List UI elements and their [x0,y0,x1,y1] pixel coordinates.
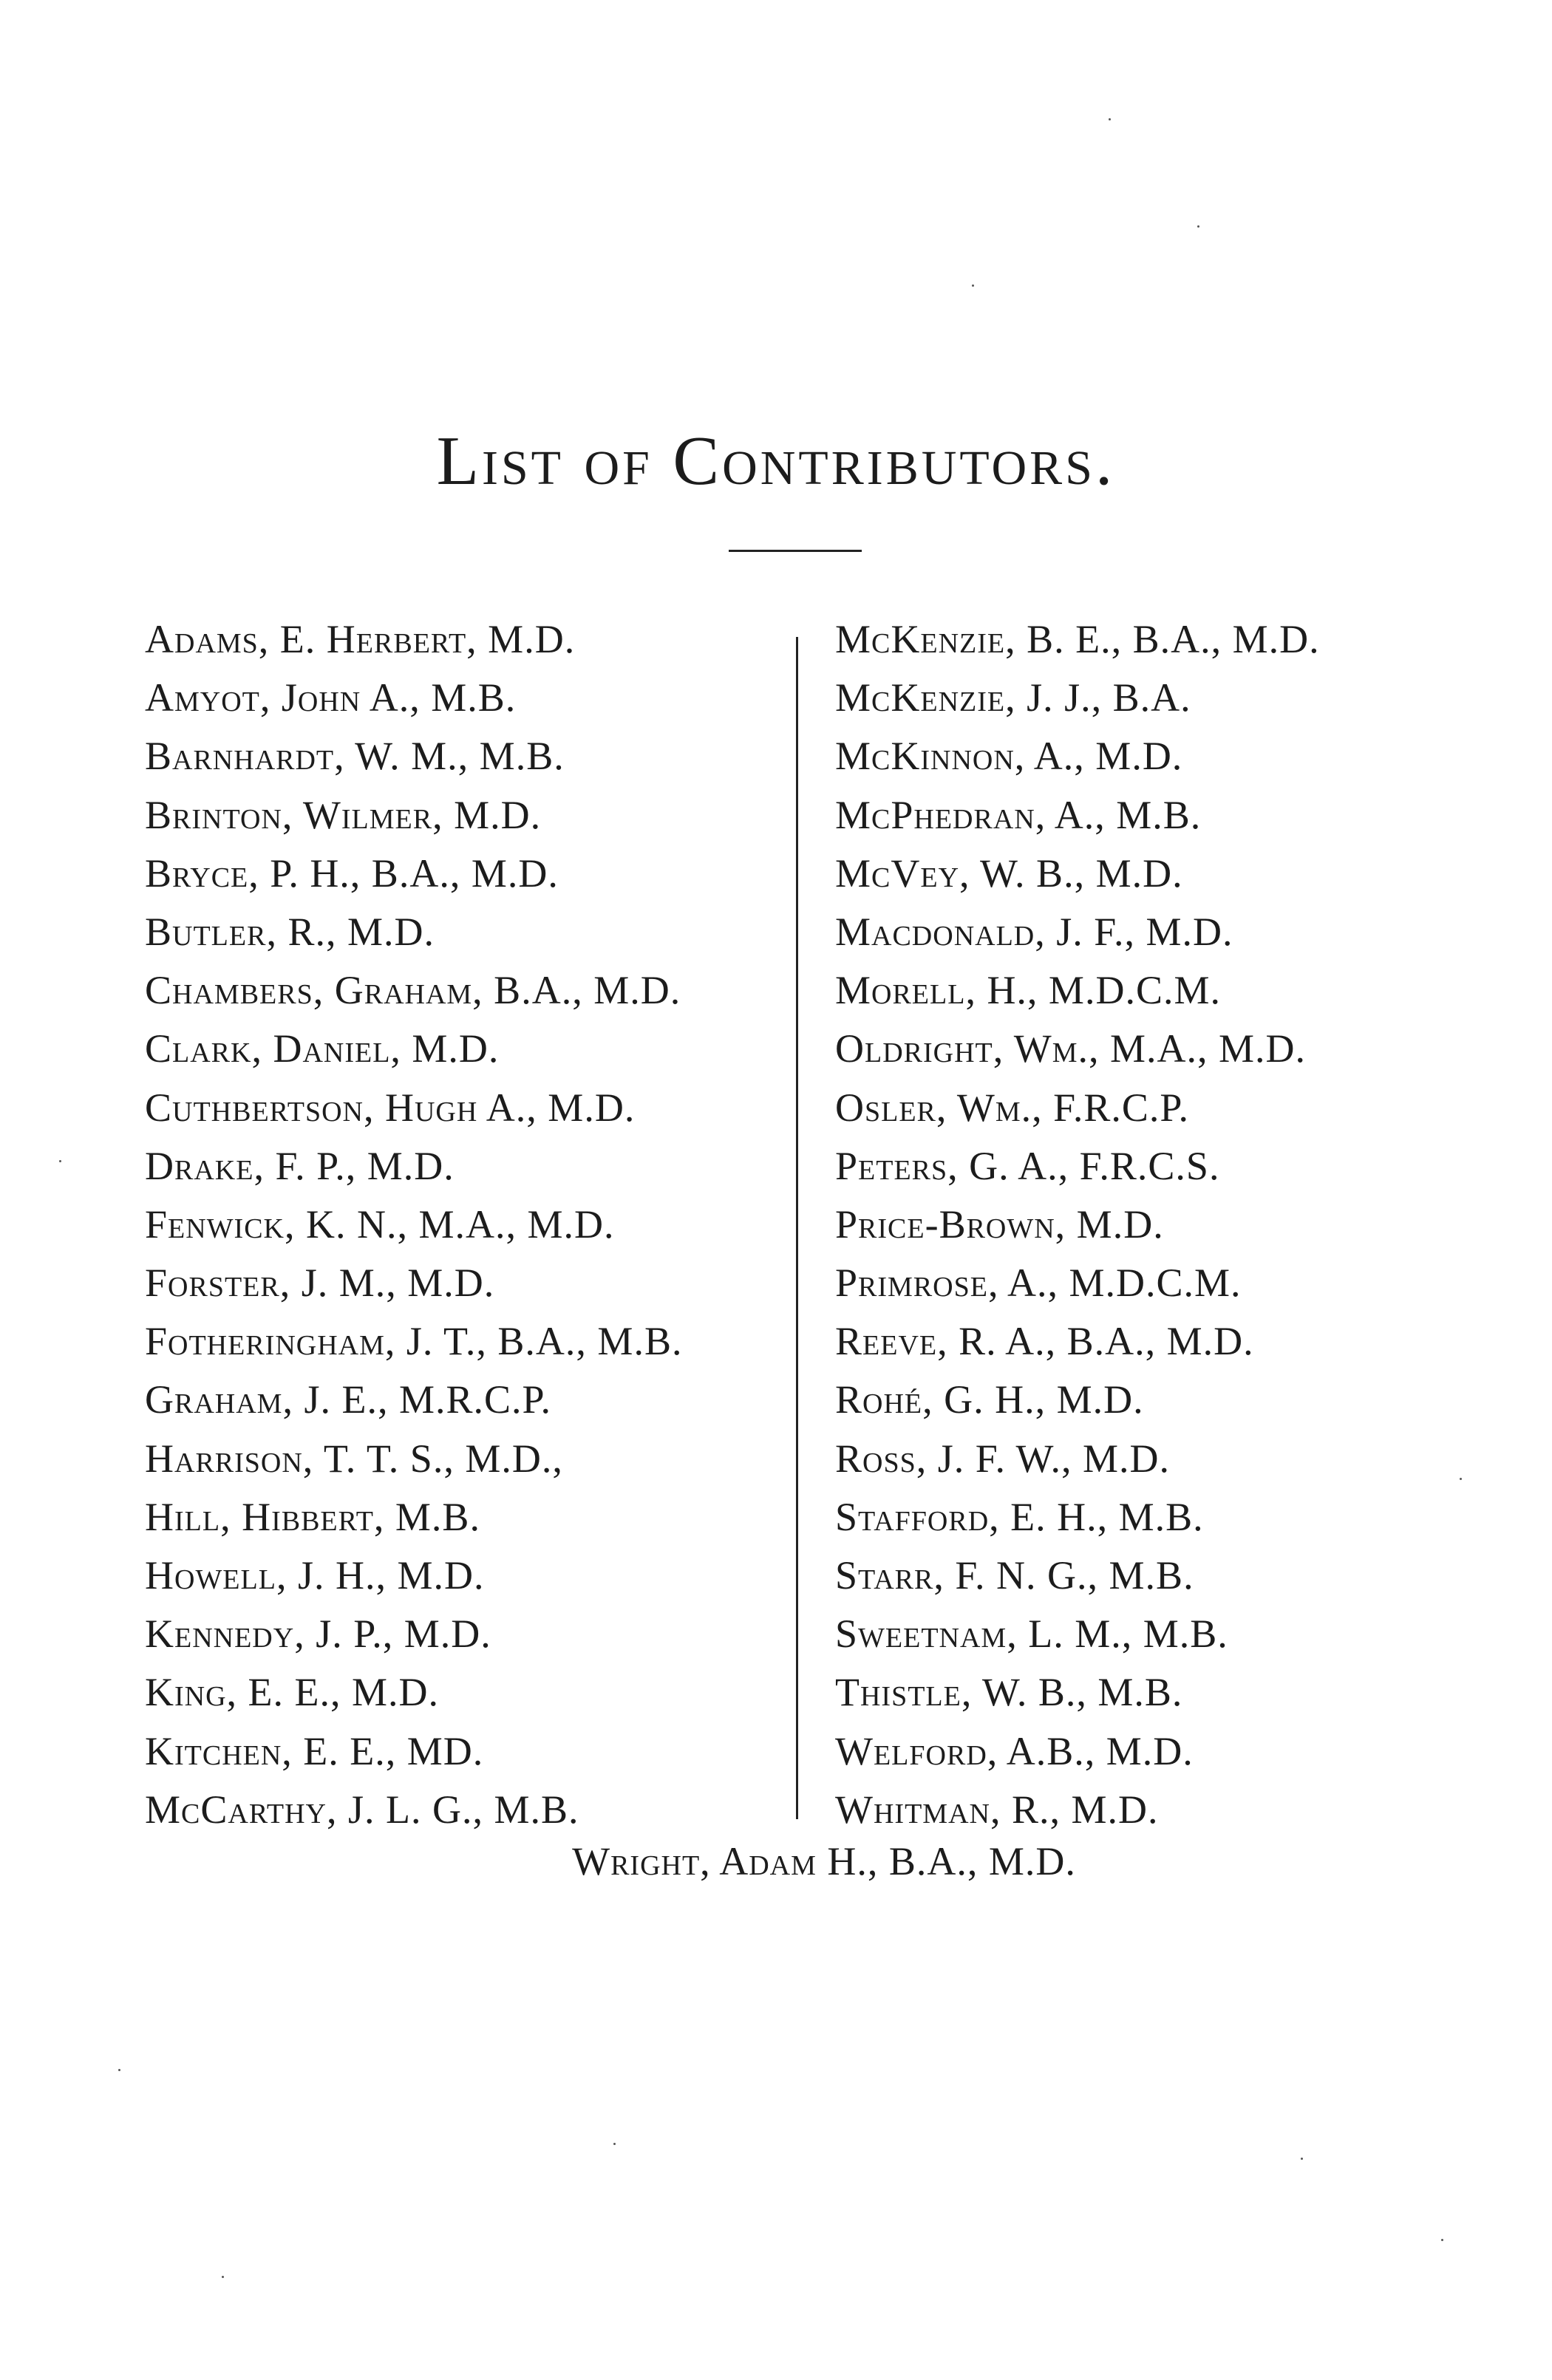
contributor-entry: Harrison, T. T. S., M.D., [145,1436,563,1481]
contributor-entry: Graham, J. E., M.R.C.P. [145,1377,552,1422]
contributor-entry: Price-Brown, M.D. [835,1201,1164,1247]
contributor-entry: Primrose, A., M.D.C.M. [835,1261,1242,1306]
contributor-entry: Cuthbertson, Hugh A., M.D. [145,1085,636,1130]
contributor-entry: McKenzie, J. J., B.A. [835,675,1191,720]
contributor-entry: Morell, H., M.D.C.M. [835,968,1221,1013]
contributor-entry: Macdonald, J. F., M.D. [835,909,1233,954]
contributor-entry: Stafford, E. H., M.B. [835,1494,1204,1539]
contributor-entry: Chambers, Graham, B.A., M.D. [145,968,681,1013]
contributor-entry: Thistle, W. B., M.B. [835,1670,1183,1715]
contributor-entry: Kitchen, E. E., MD. [145,1728,484,1773]
scan-speck [1301,2158,1303,2160]
scan-speck [1109,118,1111,120]
contributor-entry: Oldright, Wm., M.A., M.D. [835,1026,1307,1071]
contributor-entry: McCarthy, J. L. G., M.B. [145,1787,579,1832]
contributor-entry: Barnhardt, W. M., M.B. [145,734,565,779]
contributor-entry: Peters, G. A., F.R.C.S. [835,1143,1220,1188]
contributors-right-column [835,610,1320,1839]
contributor-entry: Clark, Daniel, M.D. [145,1026,500,1071]
scan-speck [613,2143,616,2145]
scan-speck [1197,225,1199,228]
scan-speck [1460,1478,1462,1480]
scan-speck [222,2276,224,2278]
contributor-entry: Ross, J. F. W., M.D. [835,1436,1170,1481]
contributor-entry: McPhedran, A., M.B. [835,792,1202,837]
contributor-entry: Forster, J. M., M.D. [145,1261,495,1306]
contributor-entry: Fotheringham, J. T., B.A., M.B. [145,1319,683,1364]
scan-speck [1441,2239,1443,2241]
contributor-entry: Whitman, R., M.D. [835,1787,1159,1832]
contributor-entry: Rohé, G. H., M.D. [835,1377,1144,1422]
scan-speck [118,2069,120,2071]
title-rule [729,550,862,552]
contributor-entry: Reeve, R. A., B.A., M.D. [835,1319,1254,1364]
column-divider [796,637,798,1819]
contributor-entry: Howell, J. H., M.D. [145,1553,485,1598]
contributor-entry: Kennedy, J. P., M.D. [145,1612,491,1657]
contributor-entry: Fenwick, K. N., M.A., M.D. [145,1201,615,1247]
contributor-entry: McVey, W. B., M.D. [835,850,1183,896]
contributor-entry: Starr, F. N. G., M.B. [835,1553,1194,1598]
page-title: List of Contributors. [436,423,1116,499]
contributors-left-column [145,610,682,1839]
scan-speck [972,284,974,287]
contributor-entry: Sweetnam, L. M., M.B. [835,1612,1228,1657]
contributor-entry: Butler, R., M.D. [145,909,435,954]
contributor-entry: King, E. E., M.D. [145,1670,440,1715]
contributor-entry: Adams, E. Herbert, M.D. [145,617,576,661]
contributor-entry: Welford, A.B., M.D. [835,1728,1194,1773]
scan-speck [59,1160,61,1162]
contributor-entry: Bryce, P. H., B.A., M.D. [145,850,559,896]
contributor-entry: Brinton, Wilmer, M.D. [145,792,542,837]
contributor-entry: McKinnon, A., M.D. [835,734,1183,779]
contributor-entry: Hill, Hibbert, M.B. [145,1494,480,1539]
contributor-entry-final: Wright, Adam H., B.A., M.D. [572,1839,1076,1883]
contributor-entry: Osler, Wm., F.R.C.P. [835,1085,1189,1130]
contributor-entry: Drake, F. P., M.D. [145,1143,455,1188]
contributor-entry: Amyot, John A., M.B. [145,675,517,720]
contributor-entry: McKenzie, B. E., B.A., M.D. [835,617,1320,661]
